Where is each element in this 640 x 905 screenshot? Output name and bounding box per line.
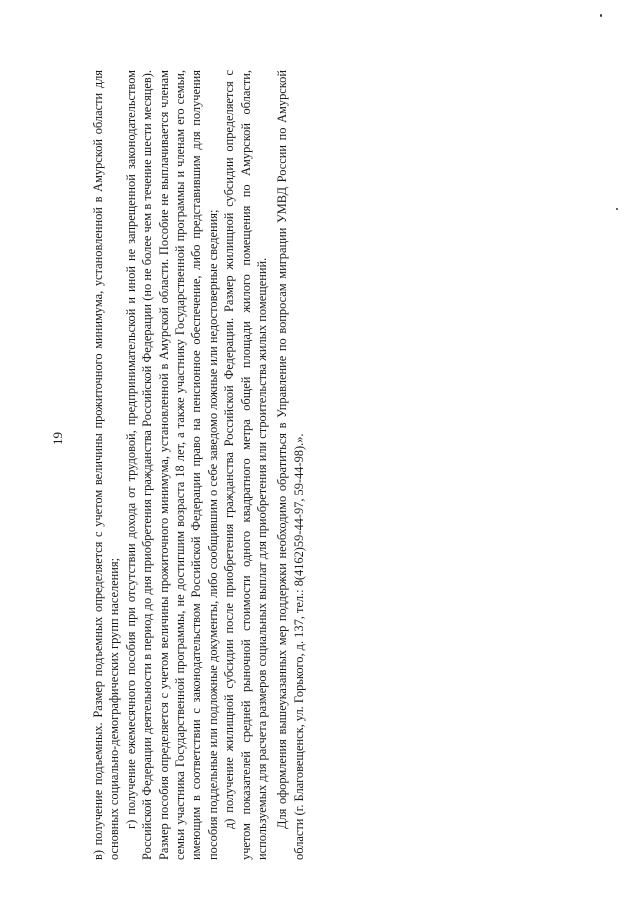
scan-speck [616, 208, 618, 210]
scan-speck [600, 14, 602, 17]
paragraph-v: в) получение подъемных. Размер подъемных определяется с учетом величины прожиточного минимума, установленной в Амурской области для основных социально-демографических групп населения; [91, 70, 122, 860]
paragraph-contact: Для оформления вышеуказанных мер поддержки необходимо обратиться в Управление по вопросам миграции УМВД России по Амурской области (г. Благовещенск, ул. Горького, д. 137, тел.: 8(4162)59-44-97, 59-44-98).». [275, 70, 306, 860]
paragraph-g: г) получение ежемесячного пособия при отсутствии дохода от трудовой, предпринимательской и иной не запрещенной законодательством Российской Федерации деятельности в период до дня приобретения гражданства Российской Федерации (но не более чем в течение шести месяцев). Размер пособия определяется с учетом величины прожиточного минимума, установленной в Амурской области. Пособие не выплачивается членам семьи участника Государственной программы, не достигшим возраста 18 лет, а также участнику Государственной программы и членам его семьи, имеющим в соответствии с законодательством Российской Федерации право на пенсионное обеспечение, либо представившим для получения пособия поддельные или подложные документы, либо сообщившим о себе заведомо ложные или недостоверные сведения; [123, 70, 220, 860]
document-body [90, 70, 307, 860]
page-number: 19 [50, 432, 65, 445]
paragraph-d: д) получение жилищной субсидии после приобретения гражданства Российской Федерации. Размер жилищной субсидии определяется с учетом показателей средней рыночной стоимости одного квадратного метра общей площади жилого помещения по Амурской области, используемых для расчета размеров социальных выплат для приобретения или строительства жилых помещений. [222, 70, 270, 860]
